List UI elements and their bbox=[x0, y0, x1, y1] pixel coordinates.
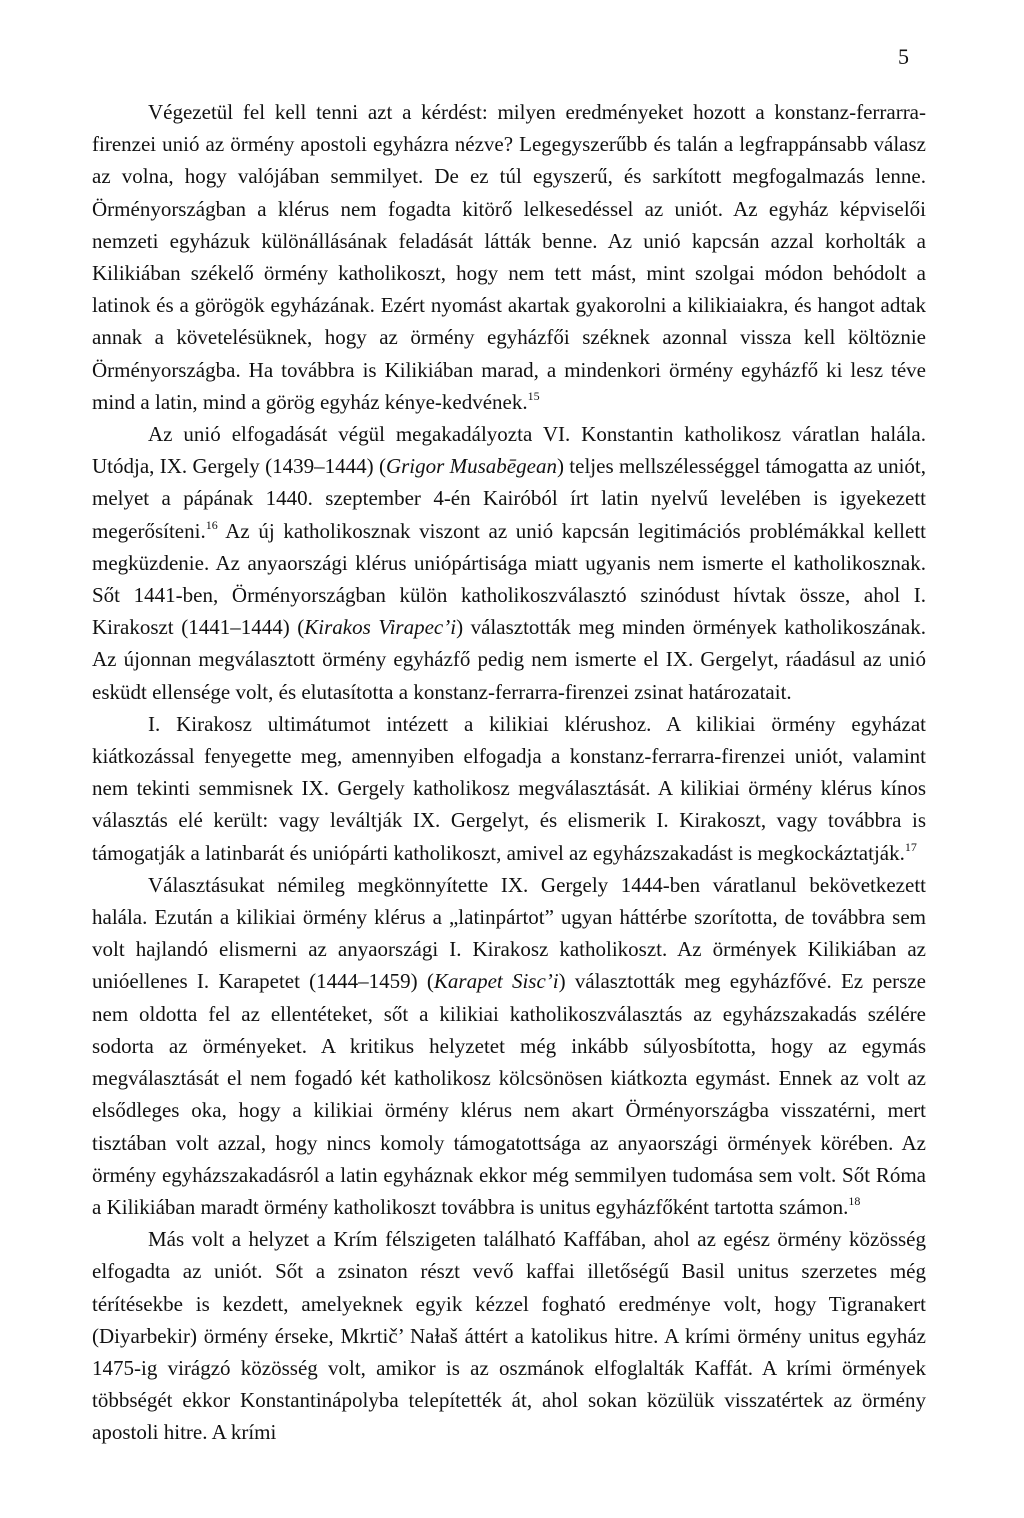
paragraph: Választásukat némileg megkönnyítette IX. Gergely 1444-ben váratlanul bekövetkezett halála. Ezután a kilikiai örmény klérus a „latinpártot” ugyan háttérbe szorította, de továbbra sem volt hajlandó elismerni az anyaországi I. Kirakosz katholikoszt. Az örmények Kilikiában az unióellenes I. Karapetet (1444–1459) (Karapet Sisc’i) választották meg egyházfővé. Ez persze nem oldotta fel az ellentéteket, sőt a kilikiai katholikoszválasztás az egyházszakadás szélére sodorta az örményeket. A kritikus helyzetet még inkább súlyosbította, hogy az egymás megválasztását el nem fogadó két katholikosz kölcsönösen kiátkozta egymást. Ennek az volt az elsődleges oka, hogy a kilikiai örmény klérus nem akart Örményországba visszatérni, mert tisztában volt azzal, hogy nincs komoly támogatottsága az anyaországi örmények körében. Az örmény egyházszakadásról a latin egyháznak ekkor még semmilyen tudomása sem volt. Sőt Róma a Kilikiában maradt örmény katholikoszt továbbra is unitus egyházfőként tartotta számon.$^{18}$ bbox=[92, 872, 926, 1219]
italic-name: Karapet Sisc’i bbox=[433, 969, 559, 994]
footnote-ref-16: 16 bbox=[205, 517, 218, 532]
body-text bbox=[92, 96, 926, 1449]
italic-name: Kirakos Virapec’i bbox=[304, 615, 457, 640]
page-number: 5 bbox=[898, 44, 909, 69]
paragraph: Az unió elfogadását végül megakadályozta VI. Konstantin katholikosz váratlan halála. Utódja, IX. Gergely (1439–1444) (Grigor Musabēgean) teljes mellszélességgel támogatta az uniót, melyet a pápának 1440. szeptember 4-én Kairóból írt latin nyelvű levelében is igyekezett megerősíteni.$^{16}$ Az új katholikosznak viszont az unió kapcsán legitimációs problémákkal kellett megküzdenie. Az anyaországi klérus uniópártisága miatt ugyanis nem ismerte el katholikosznak. Sőt 1441-ben, Örményországban külön katholikoszválasztó szinódust hívtak össze, ahol I. Kirakoszt (1441–1444) (Kirakos Virapec’i) választották meg minden örmények katholikoszának. Az újonnan megválasztott örmény egyházfő pedig nem ismerte el IX. Gergelyt, ráadásul az unió esküdt ellensége volt, és elutasította a konstanz-ferrarra-firenzei zsinat határozatait. bbox=[92, 422, 926, 704]
footnote-ref-17: 17 bbox=[904, 839, 917, 854]
footnote-ref-15: 15 bbox=[527, 388, 540, 403]
italic-name: Grigor Musabēgean bbox=[385, 454, 557, 479]
paragraph: I. Kirakosz ultimátumot intézett a kilikiai klérushoz. A kilikiai örmény egyházat kiátkozással fenyegette meg, amennyiben elfogadja a konstanz-ferrarra-firenzei uniót, valamint nem tekinti semmisnek IX. Gergely katholikosz megválasztását. A kilikiai örmény klérus kínos választás elé került: vagy leváltják IX. Gergelyt, és elismerik I. Kirakoszt, vagy továbbra is támogatják a latinbarát és uniópárti katholikoszt, amivel az egyházszakadást is megkockáztatják.$^{17}$ bbox=[92, 711, 926, 865]
footnote-ref-18: 18 bbox=[848, 1193, 861, 1208]
paragraph: Végezetül fel kell tenni azt a kérdést: milyen eredményeket hozott a konstanz-ferrarra-firenzei unió az örmény apostoli egyházra nézve? Legegyszerűbb és talán a legfrappánsabb válasz az volna, hogy valójában semmilyet. De ez túl egyszerű, és sarkított megfogalmazás lenne. Örményországban a klérus nem fogadta kitörő lelkesedéssel az uniót. Az egyház képviselői nemzeti egyházuk különállásának feladását látták benne. Az unió kapcsán azzal korholták a Kilikiában székelő örmény katholikoszt, hogy nem tett mást, mint szolgai módon behódolt a latinok és a görögök egyházának. Ezért nyomást akartak gyakorolni a kilikiaiakra, és hangot adtak annak a követelésüknek, hogy az örmény egyházfői széknek azonnal vissza kell költöznie Örményországba. Ha továbbra is Kilikiában marad, a mindenkori örmény egyházfő ki lesz téve mind a latin, mind a görög egyház kénye-kedvének.$^{15}$ bbox=[92, 100, 926, 414]
paragraph: Más volt a helyzet a Krím félszigeten található Kaffában, ahol az egész örmény közösség elfogadta az uniót. Sőt a zsinaton részt vevő kaffai illetőségű Basil unitus szerzetes még térítésekbe is kezdett, amelyeknek egyik kézzel fogható eredménye volt, hogy Tigranakert (Diyarbekir) örmény érseke, Mkrtič’ Naɫaš áttért a katolikus hitre. A krími örmény unitus egyház 1475-ig virágzó közösség volt, amikor is az oszmánok elfoglalták Kaffát. A krími örmények többségét ekkor Konstantinápolyba telepítették át, ahol sokan közülük visszatértek az örmény apostoli hitre. A krími bbox=[92, 1227, 926, 1445]
